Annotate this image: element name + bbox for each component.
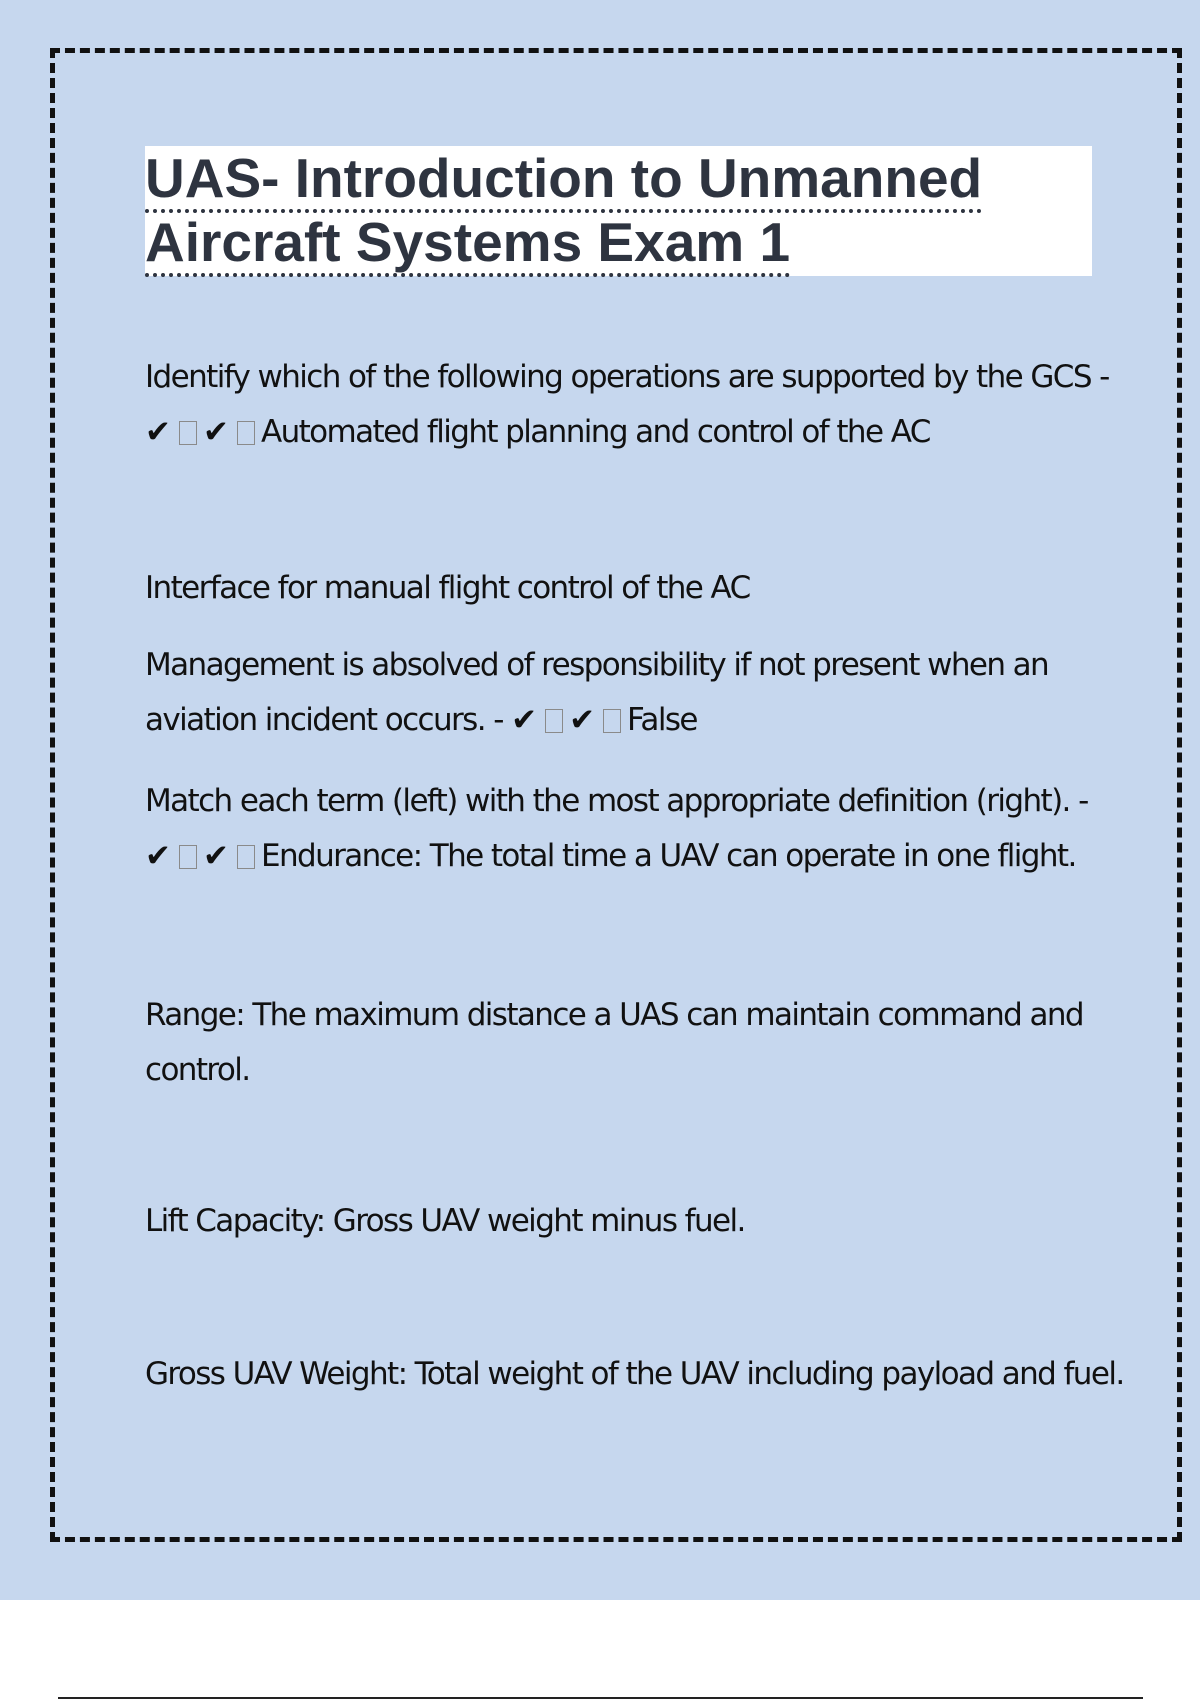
lift-capacity-definition — [145, 1194, 1095, 1249]
question-1-text: Identify which of the following operations are supported by the GCS - — [145, 359, 1109, 395]
gross-weight-text: Gross UAV Weight: Total weight of the UAV including payload and fuel. — [145, 1356, 1124, 1392]
range-line-1: Range: The maximum distance a UAS can maintain command and — [145, 997, 1083, 1033]
range-definition — [145, 988, 1095, 1098]
question-3 — [145, 774, 1095, 884]
question-2-answer: False — [627, 702, 697, 738]
question-1-answer: Automated flight planning and control of the AC — [260, 414, 930, 450]
checkbox-icon — [179, 421, 197, 445]
document-title — [145, 146, 982, 274]
checkbox-icon — [603, 709, 621, 733]
question-2-text-line-1: Management is absolved of responsibility if not present when an — [145, 647, 1049, 683]
check-icon: ✔ — [202, 838, 229, 874]
checkbox-icon — [545, 709, 563, 733]
question-3-answer: Endurance: The total time a UAV can operate in one flight. — [260, 838, 1076, 874]
check-icon: ✔ — [511, 702, 538, 738]
lift-capacity-text: Lift Capacity: Gross UAV weight minus fuel. — [145, 1203, 745, 1239]
question-1-extra-answer: Interface for manual flight control of the AC — [145, 570, 750, 606]
check-icon: ✔ — [569, 702, 596, 738]
gross-weight-definition — [145, 1347, 1124, 1402]
answer-line — [145, 561, 1095, 616]
check-icon: ✔ — [202, 414, 229, 450]
title-line-1: UAS- Introduction to Unmanned — [145, 147, 982, 213]
footer-divider — [58, 1697, 1143, 1699]
checkbox-icon — [237, 845, 255, 869]
check-icon: ✔ — [145, 838, 171, 874]
check-icon: ✔ — [145, 414, 171, 450]
range-line-2: control. — [145, 1052, 250, 1088]
question-3-text: Match each term (left) with the most appropriate definition (right). - — [145, 783, 1088, 819]
checkbox-icon — [179, 845, 197, 869]
question-2 — [145, 638, 1095, 748]
question-1 — [145, 350, 1109, 460]
title-line-2: Aircraft Systems Exam 1 — [145, 211, 790, 277]
checkbox-icon — [237, 421, 255, 445]
question-2-text-line-2: aviation incident occurs. - — [145, 702, 503, 738]
